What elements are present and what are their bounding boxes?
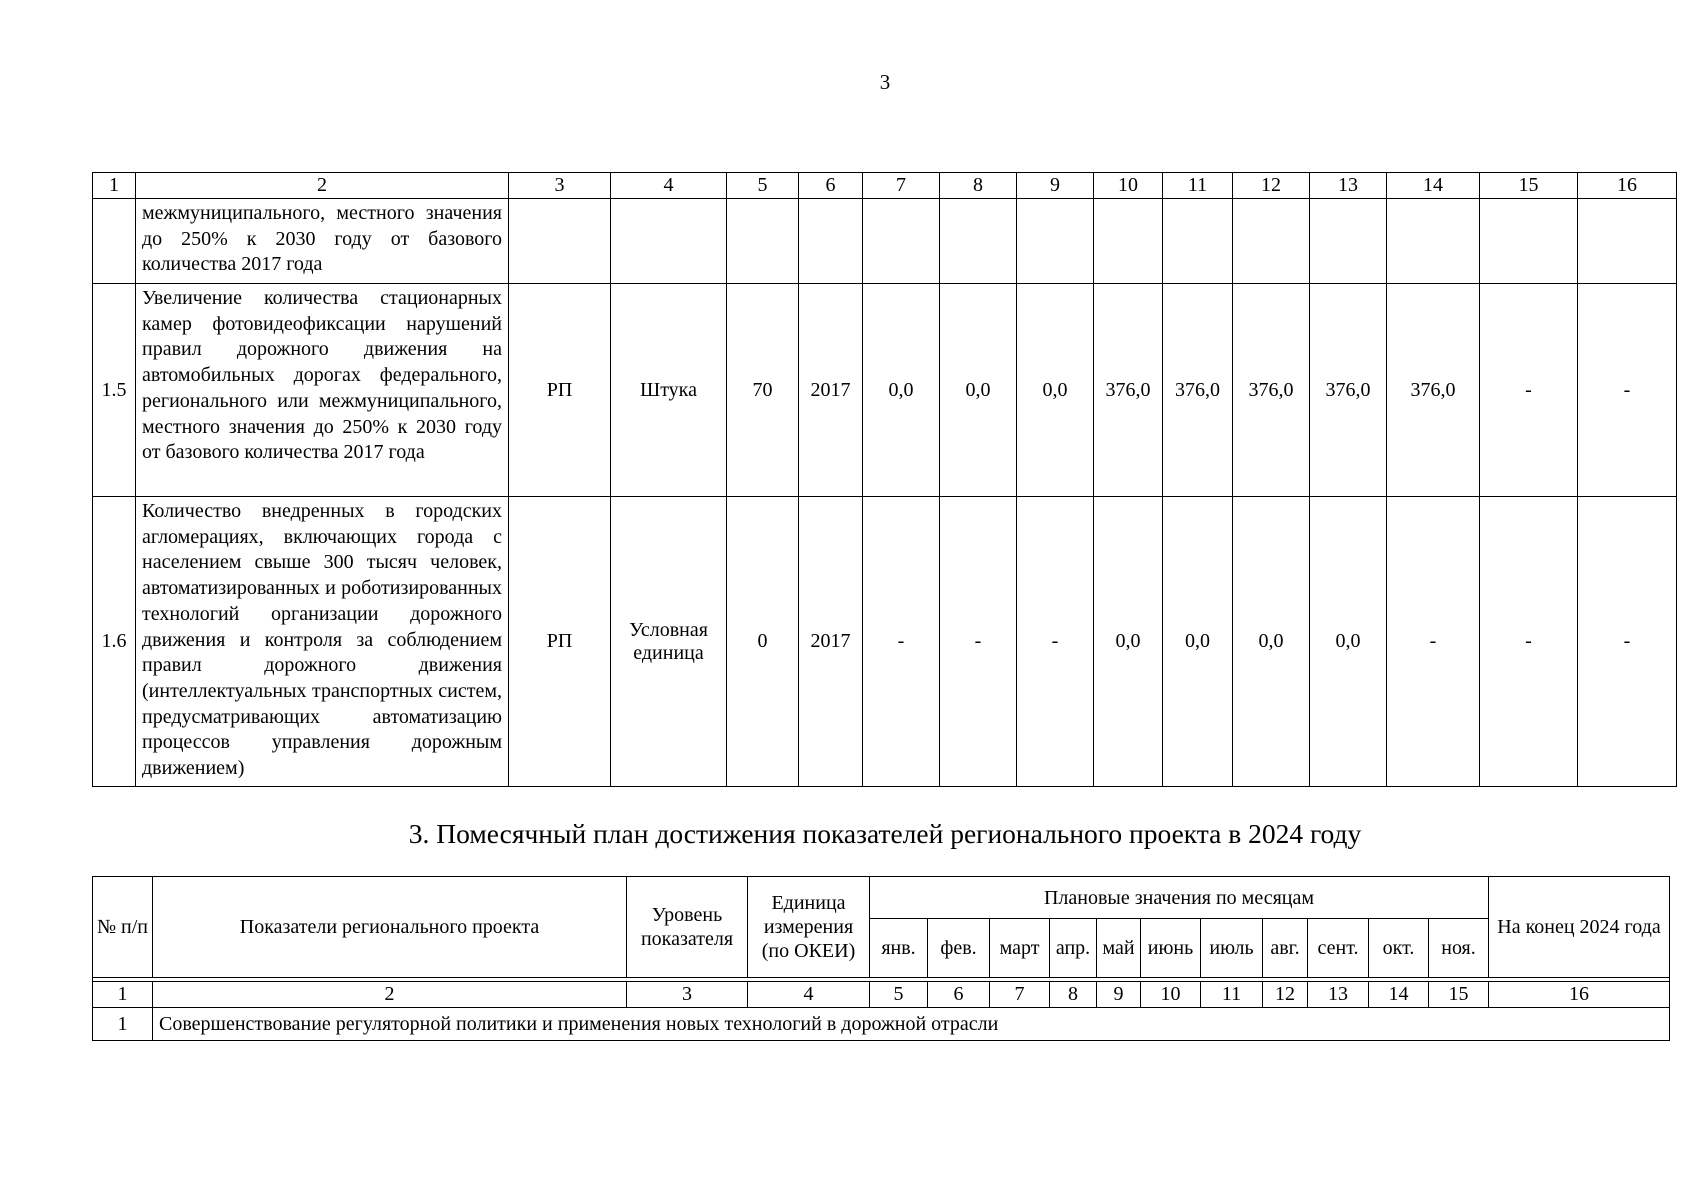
col-num: 6 bbox=[799, 173, 863, 199]
col-num: 16 bbox=[1578, 173, 1677, 199]
indicator-text: Количество внедренных в городских агломерациях, включающих города с населением свыше 300 тысяч человек, автоматизированных и роботизированных технологий организации дорожного движения и контроля за соблюдением правил дорожного движения (интеллектуальных транспортных систем, предусматривающих автоматизацию процессов управления дорожным движением) bbox=[136, 497, 509, 787]
col-num: 3 bbox=[509, 173, 611, 199]
col-num: 5 bbox=[727, 173, 799, 199]
value-cell: - bbox=[1578, 497, 1677, 787]
value-cell: 0,0 bbox=[1017, 284, 1094, 497]
col-num: 8 bbox=[940, 173, 1017, 199]
indicator-level: РП bbox=[509, 497, 611, 787]
column-number-row bbox=[93, 982, 1670, 1008]
col-num: 5 bbox=[870, 982, 928, 1008]
month-header: март bbox=[990, 919, 1050, 978]
col-num: 13 bbox=[1308, 982, 1369, 1008]
col-num: 8 bbox=[1050, 982, 1097, 1008]
row-number bbox=[93, 199, 136, 284]
col-num: 14 bbox=[1387, 173, 1480, 199]
value-cell: 376,0 bbox=[1094, 284, 1163, 497]
month-header: июль bbox=[1201, 919, 1263, 978]
month-header: фев. bbox=[928, 919, 990, 978]
month-header: сент. bbox=[1308, 919, 1369, 978]
value-cell: 0,0 bbox=[1163, 497, 1233, 787]
col-num: 7 bbox=[863, 173, 940, 199]
column-number-row bbox=[93, 173, 1677, 199]
col-num: 1 bbox=[93, 173, 136, 199]
value-cell: - bbox=[1017, 497, 1094, 787]
month-header: авг. bbox=[1263, 919, 1308, 978]
col-num: 4 bbox=[748, 982, 870, 1008]
month-header: июнь bbox=[1141, 919, 1201, 978]
header-row bbox=[93, 877, 1670, 919]
col-num: 9 bbox=[1097, 982, 1141, 1008]
row-number: 1.5 bbox=[93, 284, 136, 497]
month-header: янв. bbox=[870, 919, 928, 978]
value-cell: 0,0 bbox=[1094, 497, 1163, 787]
header-unit: Единица измерения (по ОКЕИ) bbox=[748, 877, 870, 978]
value-cell: 0,0 bbox=[1233, 497, 1310, 787]
unit: Штука bbox=[611, 284, 727, 497]
page-number: 3 bbox=[879, 70, 891, 94]
value-cell: - bbox=[863, 497, 940, 787]
table-row bbox=[93, 1008, 1670, 1041]
col-num: 13 bbox=[1310, 173, 1387, 199]
value-cell: 0,0 bbox=[940, 284, 1017, 497]
col-num: 12 bbox=[1263, 982, 1308, 1008]
col-num: 2 bbox=[153, 982, 627, 1008]
col-num: 11 bbox=[1163, 173, 1233, 199]
col-num: 1 bbox=[93, 982, 153, 1008]
value-cell: - bbox=[940, 497, 1017, 787]
base-value: 70 bbox=[727, 284, 799, 497]
section-title: 3. Помесячный план достижения показателей регионального проекта в 2024 году bbox=[408, 818, 1362, 849]
col-num: 10 bbox=[1094, 173, 1163, 199]
table-row bbox=[93, 199, 1677, 284]
header-indicator: Показатели регионального проекта bbox=[153, 877, 627, 978]
col-num: 7 bbox=[990, 982, 1050, 1008]
col-num: 9 bbox=[1017, 173, 1094, 199]
indicator-text: межмуниципального, местного значения до 250% к 2030 году от базового количества 2017 года bbox=[136, 199, 509, 284]
col-num: 2 bbox=[136, 173, 509, 199]
section-row-text: Совершенствование регуляторной политики и применения новых технологий в дорожной отрасли bbox=[153, 1008, 1670, 1041]
value-cell: 0,0 bbox=[1310, 497, 1387, 787]
value-cell: - bbox=[1480, 284, 1578, 497]
col-num: 14 bbox=[1369, 982, 1429, 1008]
unit: Условная единица bbox=[611, 497, 727, 787]
col-num: 11 bbox=[1201, 982, 1263, 1008]
row-number: 1 bbox=[93, 1008, 153, 1041]
row-number: 1.6 bbox=[93, 497, 136, 787]
col-num: 15 bbox=[1480, 173, 1578, 199]
header-level: Уровень показателя bbox=[627, 877, 748, 978]
base-year: 2017 bbox=[799, 497, 863, 787]
month-header: ноя. bbox=[1429, 919, 1489, 978]
base-year: 2017 bbox=[799, 284, 863, 497]
value-cell: 376,0 bbox=[1163, 284, 1233, 497]
base-value: 0 bbox=[727, 497, 799, 787]
indicator-level: РП bbox=[509, 284, 611, 497]
value-cell: 0,0 bbox=[863, 284, 940, 497]
month-header: апр. bbox=[1050, 919, 1097, 978]
value-cell: 376,0 bbox=[1310, 284, 1387, 497]
value-cell: - bbox=[1578, 284, 1677, 497]
col-num: 3 bbox=[627, 982, 748, 1008]
value-cell: - bbox=[1387, 497, 1480, 787]
monthly-plan-table bbox=[92, 876, 1670, 1041]
indicator-text: Увеличение количества стационарных камер фотовидеофиксации нарушений правил дорожного движения на автомобильных дорогах федерального, регионального или межмуниципального, местного значения до 250% к 2030 году от базового количества 2017 года bbox=[136, 284, 509, 497]
header-planned-values: Плановые значения по месяцам bbox=[870, 877, 1489, 919]
col-num: 12 bbox=[1233, 173, 1310, 199]
table-row bbox=[93, 284, 1677, 497]
col-num: 4 bbox=[611, 173, 727, 199]
value-cell: 376,0 bbox=[1387, 284, 1480, 497]
value-cell: 376,0 bbox=[1233, 284, 1310, 497]
header-num: № п/п bbox=[93, 877, 153, 978]
indicators-table bbox=[92, 172, 1677, 787]
month-header: окт. bbox=[1369, 919, 1429, 978]
header-end-of-year: На конец 2024 года bbox=[1489, 877, 1670, 978]
col-num: 16 bbox=[1489, 982, 1670, 1008]
col-num: 10 bbox=[1141, 982, 1201, 1008]
month-header: май bbox=[1097, 919, 1141, 978]
col-num: 15 bbox=[1429, 982, 1489, 1008]
value-cell: - bbox=[1480, 497, 1578, 787]
col-num: 6 bbox=[928, 982, 990, 1008]
table-row bbox=[93, 497, 1677, 787]
